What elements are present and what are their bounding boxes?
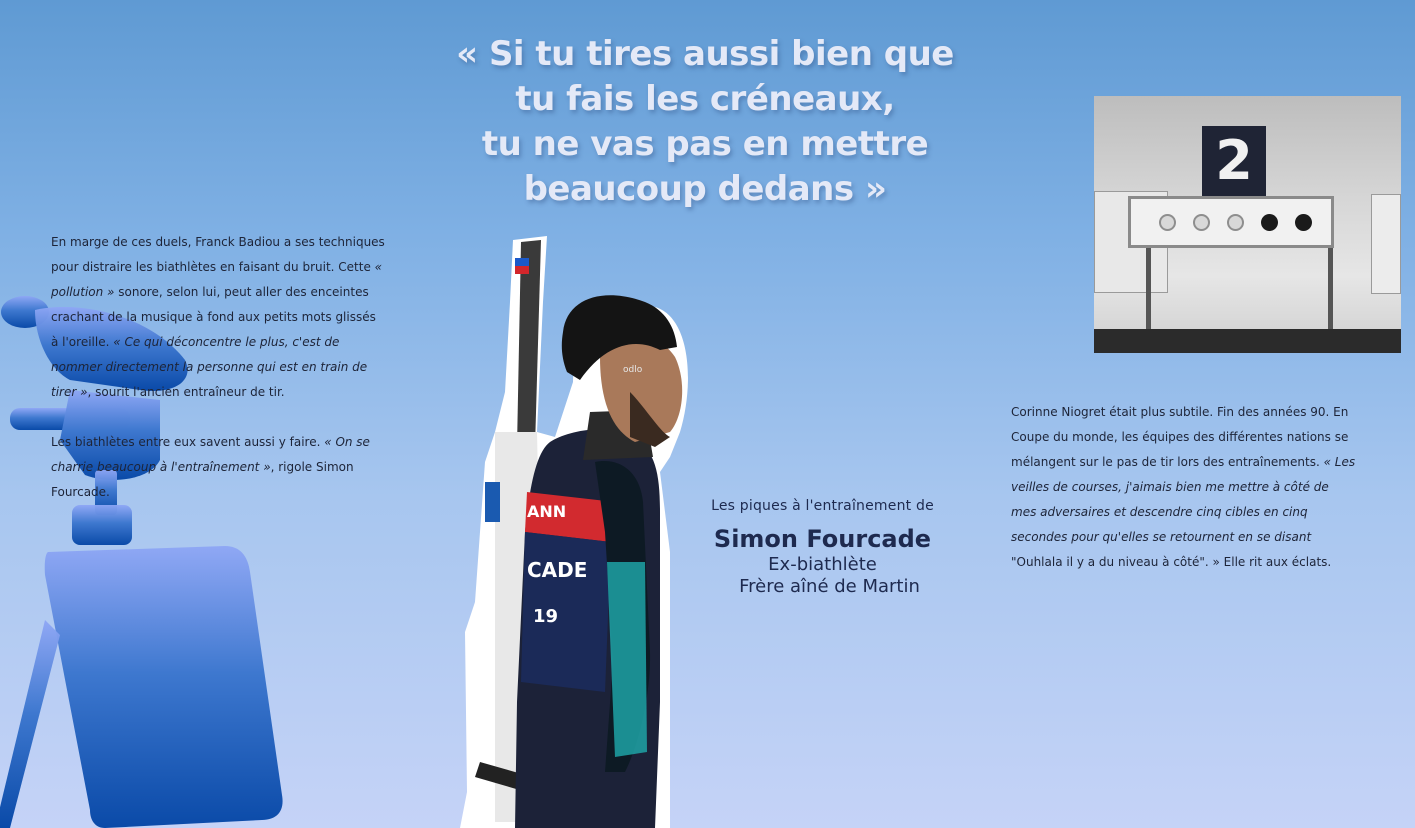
quote-line: tu ne vas pas en mettre <box>481 124 929 164</box>
quote-line: beaucoup dedans » <box>523 169 887 209</box>
athlete-caption <box>700 498 945 598</box>
article-paragraph <box>51 430 386 505</box>
paragraph-text: "Ouhlala il y a du niveau à côté". » Elle rit aux éclats. <box>1011 555 1332 569</box>
article-paragraph <box>1011 400 1356 575</box>
paragraph-text: En marge de ces duels, Franck Badiou a ses techniques pour distraire les biathlètes en faisant du bruit. Cette <box>51 235 385 274</box>
svg-text:odlo: odlo <box>623 365 643 375</box>
right-article-column <box>1011 400 1356 600</box>
caption-kicker: Les piques à l'entraînement de <box>711 498 934 514</box>
svg-text:CADE: CADE <box>527 558 588 582</box>
paragraph-text: sonore, selon lui, peut aller des enceintes crachant de la musique à fond aux petits mots glissés à l'oreille. <box>51 285 376 349</box>
article-paragraph <box>51 230 386 405</box>
target-circle <box>1193 214 1210 231</box>
paragraph-text: , rigole Simon Fourcade. <box>51 460 354 499</box>
pull-quote <box>420 32 990 212</box>
athlete-name: Simon Fourcade <box>713 525 932 553</box>
paragraph-text: Les biathlètes entre eux savent aussi y faire. <box>51 435 325 449</box>
svg-text:19: 19 <box>533 606 559 627</box>
quote-line: « Si tu tires aussi bien que <box>456 34 954 74</box>
target-backstop <box>1371 194 1401 294</box>
shooting-target-photo <box>1094 96 1401 353</box>
target-circle <box>1261 214 1278 231</box>
italic-quote: « pollution » <box>51 260 383 299</box>
target-circle <box>1295 214 1312 231</box>
paragraph-text: Corinne Niogret était plus subtile. Fin des années 90. En Coupe du monde, les équipes des différentes nations se mélangent sur le pas de tir lors des entraînements. <box>1011 405 1349 469</box>
athlete-relation: Frère aîné de Martin <box>739 576 920 597</box>
target-circle <box>1227 214 1244 231</box>
athlete-photo <box>455 232 700 828</box>
italic-quote: « Ce qui déconcentre le plus, c'est de nommer directement la personne qui est en train de tirer » <box>51 335 368 399</box>
lane-number-plate: 2 <box>1202 126 1266 196</box>
left-article-column <box>51 230 386 530</box>
quote-line: tu fais les créneaux, <box>515 79 895 119</box>
italic-quote: « On se charrie beaucoup à l'entraînement » <box>51 435 370 474</box>
italic-quote: « Les veilles de courses, j'aimais bien me mettre à côté de mes adversaires et descendre cinq cibles en cinq secondes pour qu'elles se retournent en se disant <box>1011 455 1356 544</box>
target-board <box>1128 196 1334 248</box>
range-floor <box>1094 329 1401 353</box>
athlete-role: Ex-biathlète <box>768 554 877 575</box>
svg-text:ANN: ANN <box>527 502 567 521</box>
paragraph-text: , sourit l'ancien entraîneur de tir. <box>87 385 285 399</box>
target-circle <box>1159 214 1176 231</box>
